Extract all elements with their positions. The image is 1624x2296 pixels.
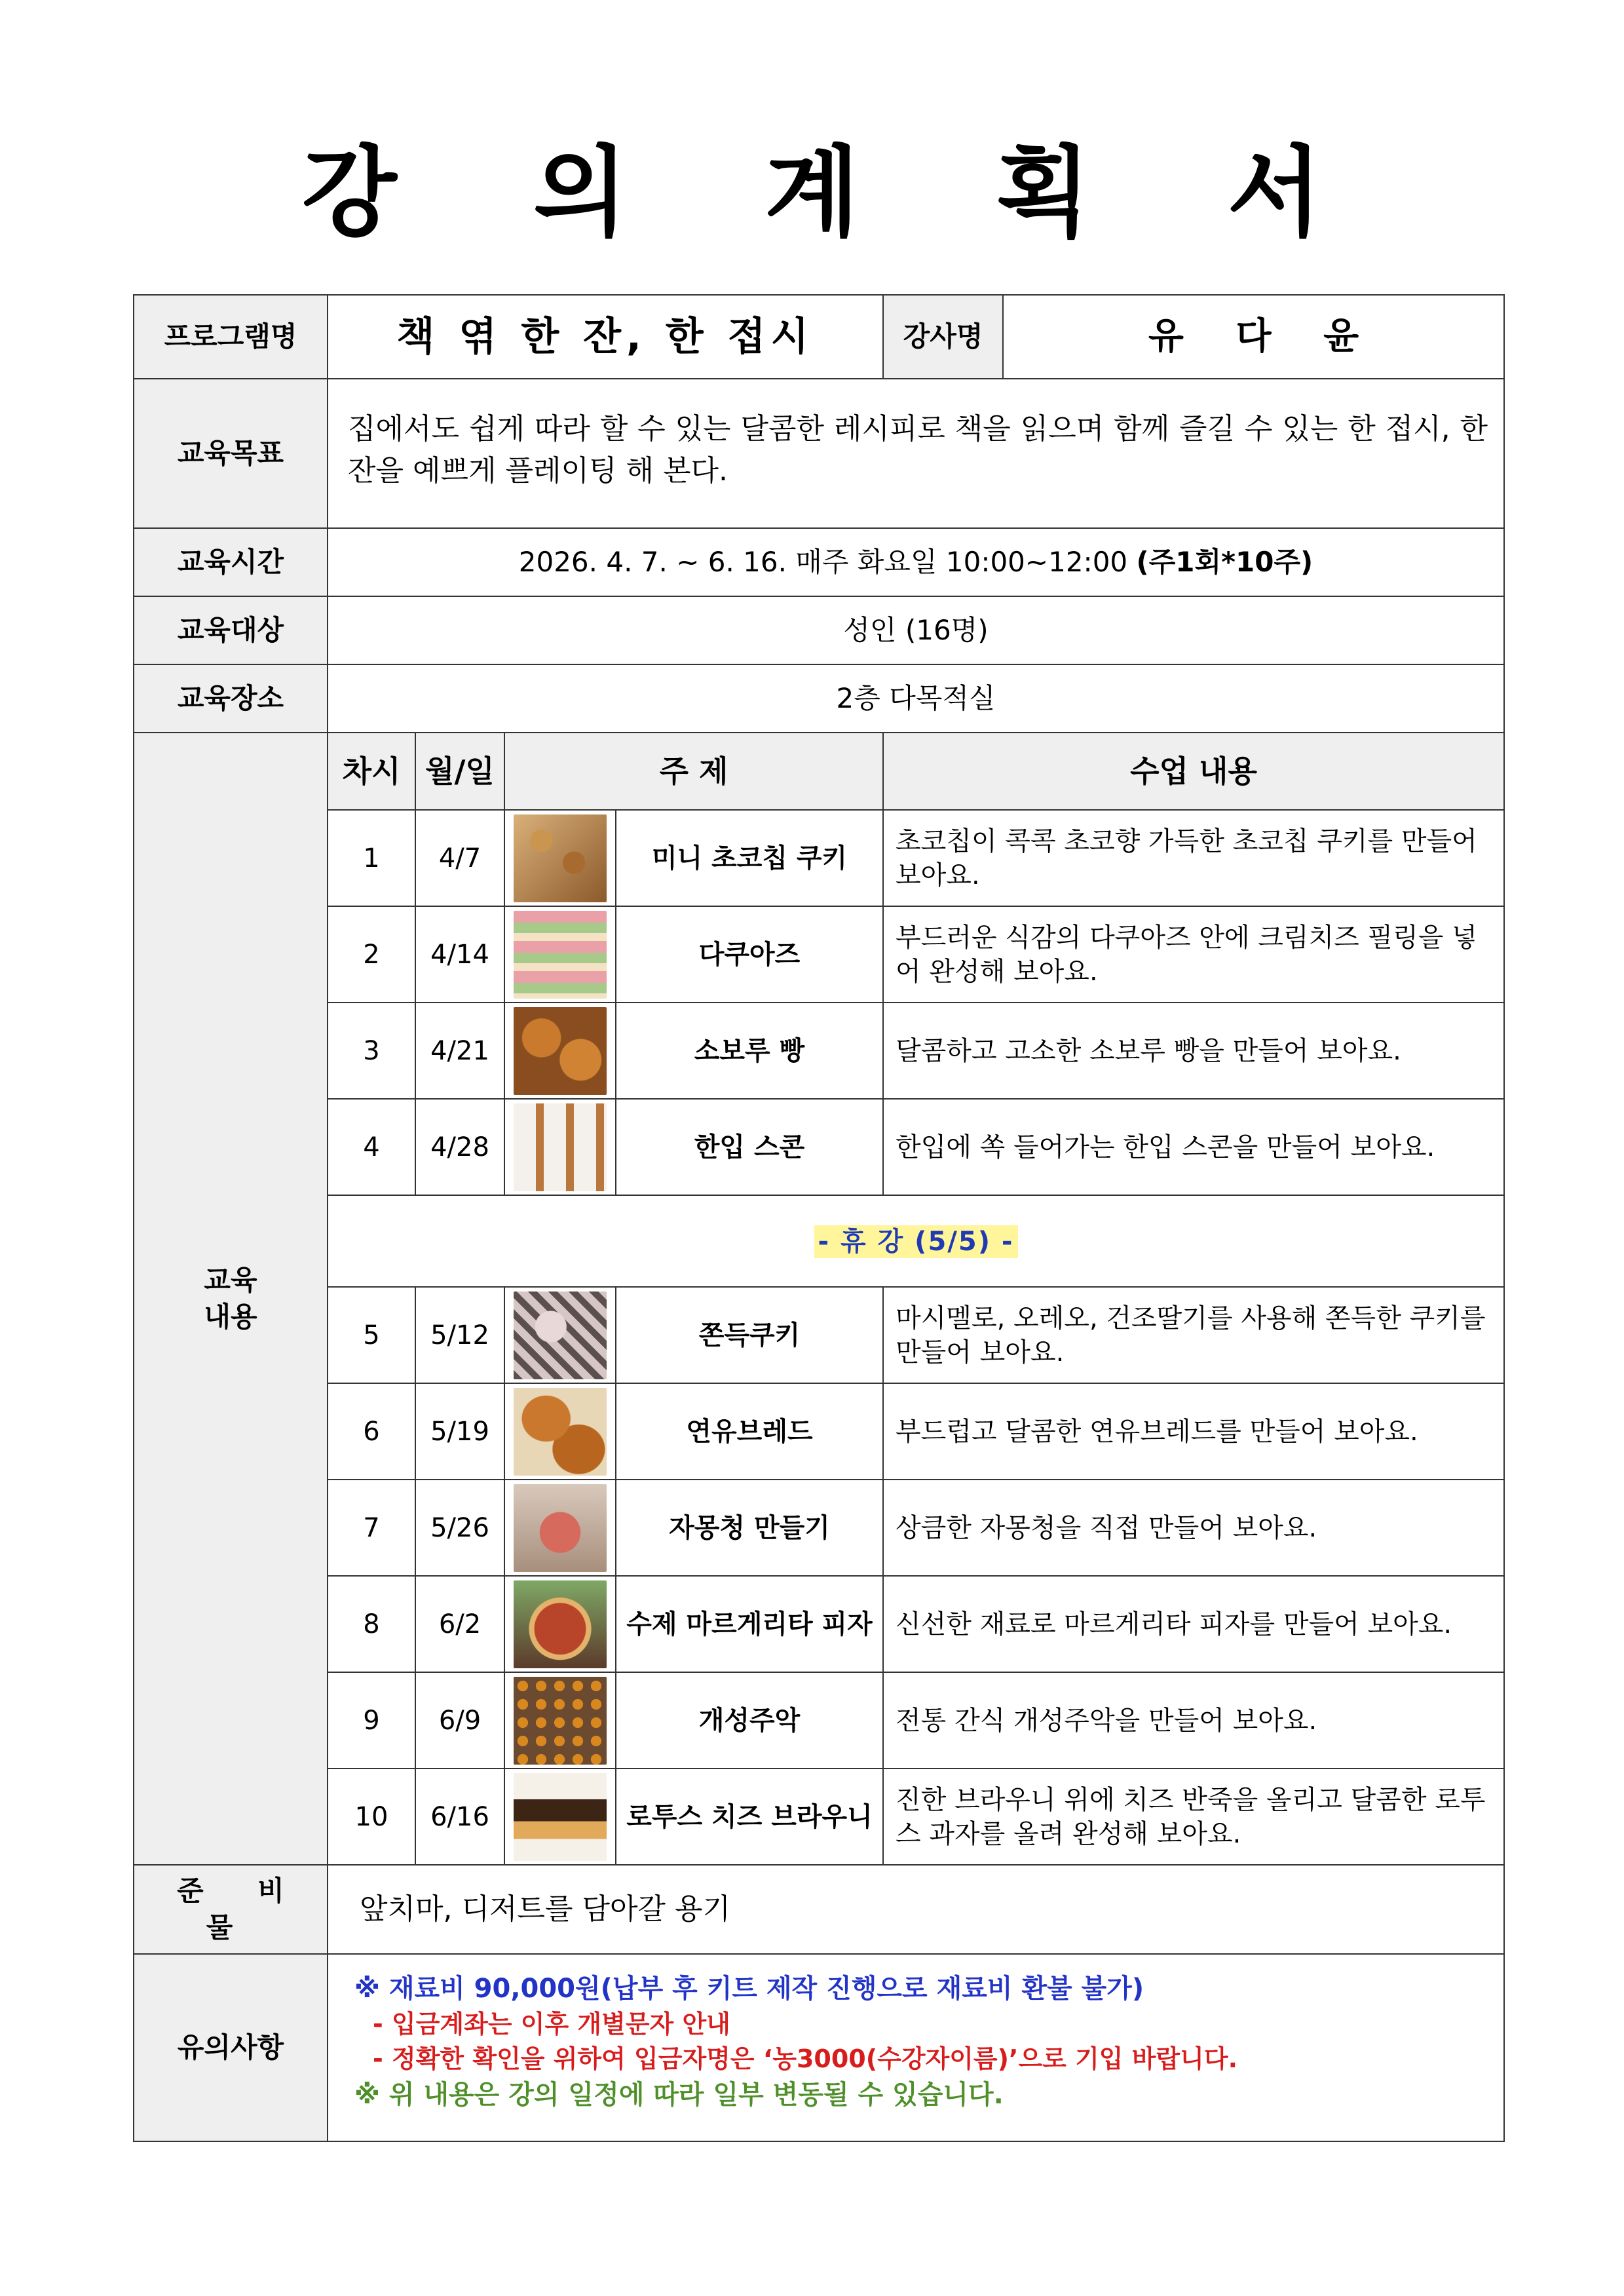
- session-row: [134, 1769, 1504, 1865]
- gaeseong-juak-photo: [514, 1677, 607, 1765]
- session-topic: 수제 마르게리타 피자: [616, 1576, 883, 1672]
- goal-label: 교육목표: [134, 379, 328, 528]
- session-date: 4/28: [415, 1099, 504, 1195]
- program-name: 책 엮 한 잔, 한 접시: [328, 295, 883, 379]
- time-row: [134, 528, 1504, 596]
- place-text: 2층 다목적실: [328, 664, 1504, 733]
- time-frequency: (주1회*10주): [1136, 546, 1313, 578]
- session-description: 전통 간식 개성주악을 만들어 보아요.: [883, 1672, 1504, 1769]
- session-topic: 자몽청 만들기: [616, 1480, 883, 1576]
- chewy-cookie-photo: [514, 1292, 607, 1379]
- instructor-label: 강사명: [883, 295, 1003, 379]
- session-number: 1: [328, 810, 415, 906]
- date-header: 월/일: [415, 733, 504, 810]
- time-label: 교육시간: [134, 528, 328, 596]
- session-description: 상큼한 자몽청을 직접 만들어 보아요.: [883, 1480, 1504, 1576]
- session-description: 진한 브라우니 위에 치즈 반죽을 올리고 달콤한 로투스 과자를 올려 완성해 보아요.: [883, 1769, 1504, 1865]
- mini-scone-photo: [514, 1103, 607, 1191]
- session-date: 5/12: [415, 1287, 504, 1383]
- session-row: [134, 810, 1504, 906]
- margherita-pizza-photo: [514, 1580, 607, 1668]
- session-description: 부드럽고 달콤한 연유브레드를 만들어 보아요.: [883, 1383, 1504, 1480]
- session-topic: 한입 스콘: [616, 1099, 883, 1195]
- target-label: 교육대상: [134, 596, 328, 664]
- chocolate-chip-cookie-photo: [514, 814, 607, 902]
- session-number: 3: [328, 1003, 415, 1099]
- session-topic: 로투스 치즈 브라우니: [616, 1769, 883, 1865]
- session-description: 초코칩이 콕콕 초코향 가득한 초코칩 쿠키를 만들어 보아요.: [883, 810, 1504, 906]
- notes-label: 유의사항: [134, 1954, 328, 2141]
- session-number: 5: [328, 1287, 415, 1383]
- materials-row: [134, 1865, 1504, 1954]
- session-date: 6/2: [415, 1576, 504, 1672]
- program-name-label: 프로그램명: [134, 295, 328, 379]
- materials-text: 앞치마, 디저트를 담아갈 용기: [328, 1865, 1504, 1954]
- fee-note: ※ 재료비 90,000원(납부 후 키트 제작 진행으로 재료비 환불 불가): [354, 1974, 1144, 2004]
- session-number: 6: [328, 1383, 415, 1480]
- session-row: [134, 1672, 1504, 1769]
- session-number: 8: [328, 1576, 415, 1672]
- notes-row: [134, 1954, 1504, 2141]
- place-row: [134, 664, 1504, 733]
- session-row: [134, 1383, 1504, 1480]
- session-topic: 다쿠아즈: [616, 906, 883, 1003]
- target-row: [134, 596, 1504, 664]
- change-note: ※ 위 내용은 강의 일정에 따라 일부 변동될 수 있습니다.: [354, 2080, 1004, 2110]
- session-topic: 연유브레드: [616, 1383, 883, 1480]
- session-number: 4: [328, 1099, 415, 1195]
- break-notice: - 휴 강 (5/5) -: [814, 1225, 1018, 1258]
- condensed-milk-bread-photo: [514, 1388, 607, 1476]
- depositor-note: - 정확한 확인을 위하여 입금자명은 ‘농3000(수강자이름)’으로 기입 바랍니다.: [373, 2044, 1238, 2073]
- account-note: - 입금계좌는 이후 개별문자 안내: [373, 2010, 730, 2038]
- session-row: [134, 1576, 1504, 1672]
- session-date: 5/26: [415, 1480, 504, 1576]
- session-row: [134, 1003, 1504, 1099]
- session-date: 6/16: [415, 1769, 504, 1865]
- materials-label: 준 비 물: [134, 1865, 328, 1954]
- session-description: 신선한 재료로 마르게리타 피자를 만들어 보아요.: [883, 1576, 1504, 1672]
- topic-header: 주 제: [504, 733, 883, 810]
- break-row: [134, 1195, 1504, 1287]
- schedule-header-row: [134, 733, 1504, 810]
- instructor-name: 유 다 윤: [1003, 295, 1504, 379]
- session-date: 4/14: [415, 906, 504, 1003]
- session-date: 5/19: [415, 1383, 504, 1480]
- session-description: 한입에 쏙 들어가는 한입 스콘을 만들어 보아요.: [883, 1099, 1504, 1195]
- session-topic: 소보루 빵: [616, 1003, 883, 1099]
- session-date: 4/21: [415, 1003, 504, 1099]
- session-topic: 쫀득쿠키: [616, 1287, 883, 1383]
- document-title: 강 의 계 획 서: [301, 136, 1374, 250]
- session-description: 마시멜로, 오레오, 건조딸기를 사용해 쫀득한 쿠키를 만들어 보아요.: [883, 1287, 1504, 1383]
- session-row: [134, 906, 1504, 1003]
- dacquoise-photo: [514, 911, 607, 999]
- session-topic: 개성주악: [616, 1672, 883, 1769]
- session-description: 부드러운 식감의 다쿠아즈 안에 크림치즈 필링을 넣어 완성해 보아요.: [883, 906, 1504, 1003]
- session-row: [134, 1287, 1504, 1383]
- session-number: 7: [328, 1480, 415, 1576]
- session-number: 9: [328, 1672, 415, 1769]
- session-date: 4/7: [415, 810, 504, 906]
- target-text: 성인 (16명): [328, 596, 1504, 664]
- session-number: 10: [328, 1769, 415, 1865]
- time-text: 2026. 4. 7. ~ 6. 16. 매주 화요일 10:00~12:00: [518, 546, 1128, 578]
- goal-row: [134, 379, 1504, 528]
- time-cell: [328, 528, 1504, 596]
- grapefruit-syrup-photo: [514, 1484, 607, 1572]
- session-date: 6/9: [415, 1672, 504, 1769]
- session-topic: 미니 초코칩 쿠키: [616, 810, 883, 906]
- lotus-cheese-brownie-photo: [514, 1773, 607, 1861]
- session-description: 달콤하고 고소한 소보루 빵을 만들어 보아요.: [883, 1003, 1504, 1099]
- soboro-bread-photo: [514, 1007, 607, 1095]
- session-row: [134, 1480, 1504, 1576]
- notes-cell: [328, 1954, 1504, 2141]
- place-label: 교육장소: [134, 664, 328, 733]
- goal-text: 집에서도 쉽게 따라 할 수 있는 달콤한 레시피로 책을 읽으며 함께 즐길 수 있는 한 접시, 한 잔을 예쁘게 플레이팅 해 본다.: [328, 379, 1504, 528]
- content-header: 수업 내용: [883, 733, 1504, 810]
- session-number: 2: [328, 906, 415, 1003]
- content-label: 교육 내용: [134, 733, 328, 1865]
- lecture-plan-table: [133, 294, 1505, 2142]
- session-row: [134, 1099, 1504, 1195]
- program-row: [134, 295, 1504, 379]
- session-header: 차시: [328, 733, 415, 810]
